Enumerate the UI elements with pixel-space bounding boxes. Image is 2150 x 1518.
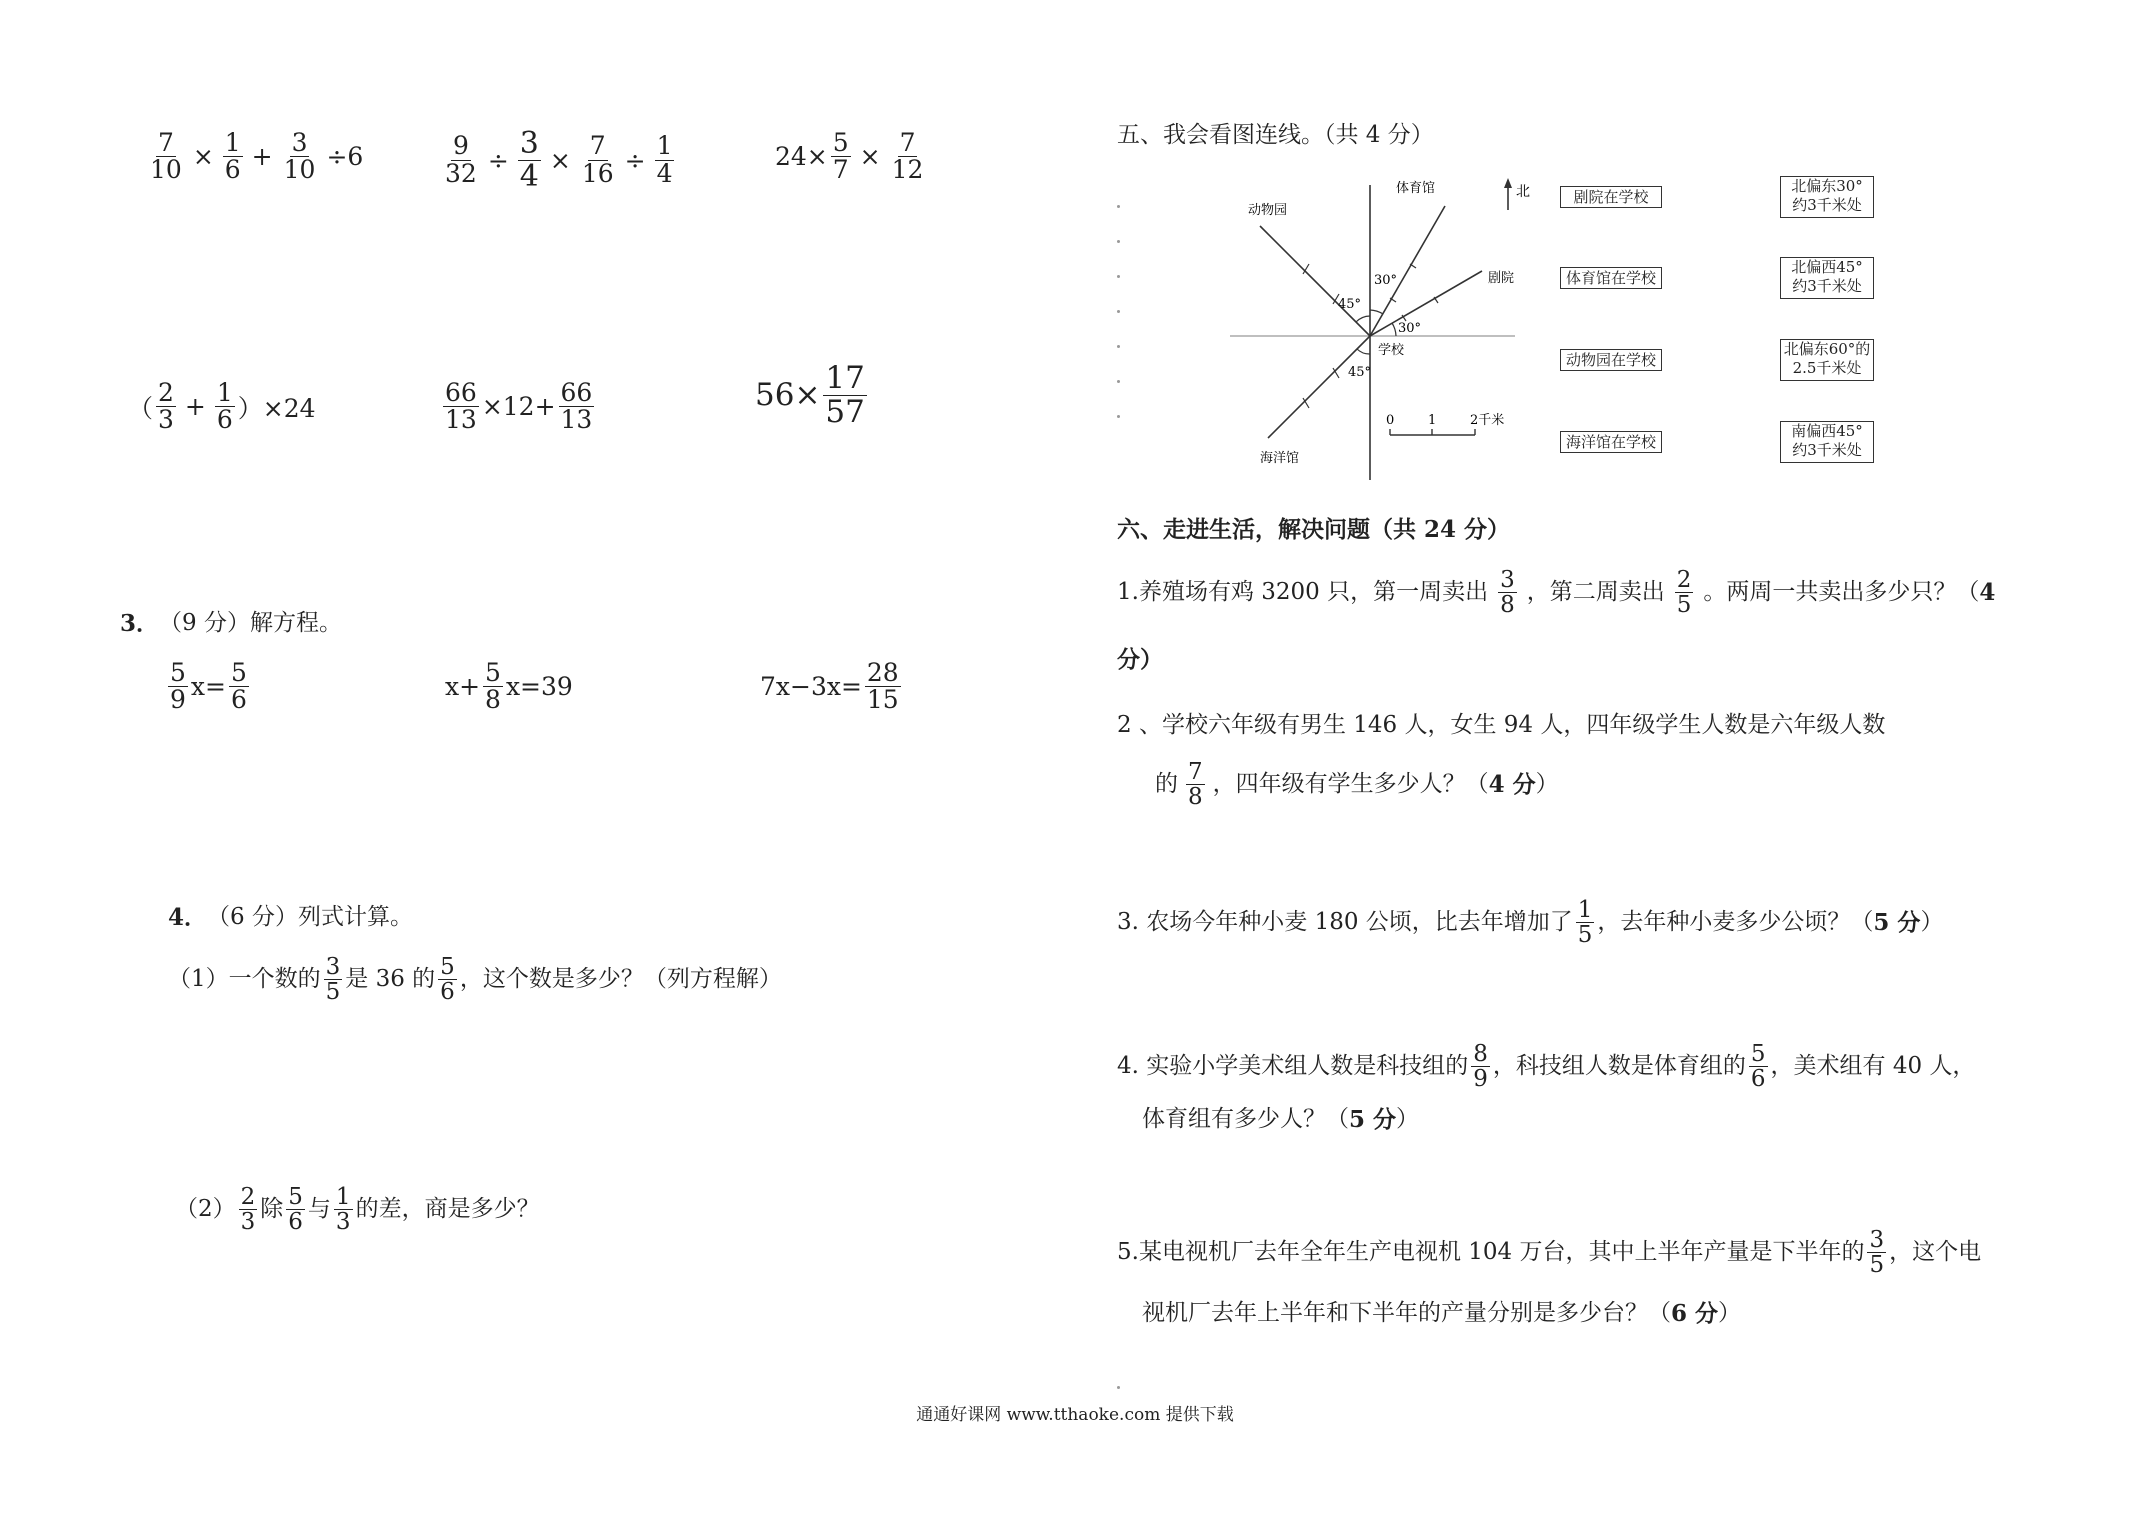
angle-label: 45°: [1348, 365, 1372, 380]
line-to-gym: [1370, 206, 1445, 336]
denominator: 5: [1869, 1252, 1885, 1279]
match-box-right[interactable]: [1780, 421, 1874, 463]
operator: ÷: [487, 145, 509, 175]
question-6-3: [1117, 898, 1943, 947]
match-box-right[interactable]: [1780, 257, 1874, 299]
numerator: 5: [170, 658, 186, 687]
calc-expression-5: [440, 380, 597, 434]
question-text: 体育组有多少人？（: [1142, 1106, 1349, 1132]
operator: ×: [192, 142, 214, 172]
question-text: 的差，商是多少？: [355, 1195, 540, 1222]
numerator: 3: [291, 128, 308, 157]
calc-expression-3: [775, 130, 928, 184]
match-box-right[interactable]: [1780, 176, 1874, 218]
equation-text: x=: [190, 672, 226, 702]
match-box-left[interactable]: 剧院在学校: [1560, 186, 1662, 208]
margin-dot: [1117, 380, 1120, 383]
scale-label: 1: [1428, 413, 1437, 428]
page-footer: 通通好课网 www.tthaoke.com 提供下载: [916, 1405, 1234, 1425]
numerator: 1: [224, 128, 241, 157]
equation-2: [445, 660, 573, 714]
question-text: 3. 农场今年种小麦 180 公顷，比去年增加了: [1117, 908, 1573, 935]
angle-arc: [1370, 310, 1383, 314]
box-line: 约3千米处: [1792, 276, 1862, 295]
question-4-1: [168, 955, 782, 1004]
numerator: 5: [832, 128, 849, 157]
question-text: ）: [1535, 770, 1559, 797]
match-box-left[interactable]: 动物园在学校: [1560, 349, 1662, 371]
box-line: 约3千米处: [1792, 440, 1862, 459]
equation-text: 7x−3x=: [760, 672, 862, 702]
scale-label: 0: [1386, 413, 1395, 428]
denominator: 32: [445, 158, 477, 188]
denominator: 3: [335, 1209, 351, 1236]
match-box-left[interactable]: 海洋馆在学校: [1560, 431, 1662, 453]
denominator: 5: [325, 979, 341, 1006]
question-text: 与: [307, 1195, 331, 1222]
numerator: 1: [1577, 897, 1593, 923]
equation-text: x=39: [505, 672, 573, 702]
calc-expression-4: [128, 380, 316, 434]
denominator: 15: [866, 685, 899, 715]
question-text: ，这个电: [1889, 1238, 1982, 1265]
numerator: 7: [157, 128, 174, 157]
margin-dot: [1117, 345, 1120, 348]
paren-close: ）×24: [237, 393, 316, 423]
north-arrow-head-icon: [1504, 178, 1512, 188]
angle-arc: [1357, 349, 1370, 354]
question-text: ）: [1718, 1300, 1742, 1326]
numerator: 3: [1500, 567, 1515, 593]
angle-arc: [1356, 316, 1370, 322]
angle-label: 45°: [1338, 297, 1362, 312]
angle-label: 30°: [1374, 273, 1398, 288]
numerator: 1: [656, 131, 673, 161]
numerator: 66: [560, 378, 593, 407]
numerator: 8: [1473, 1041, 1488, 1067]
denominator: 13: [445, 405, 477, 435]
question-text: 。两周一共卖出多少只？（: [1703, 578, 1980, 605]
numerator: 2: [158, 378, 174, 407]
question-text: ）: [1920, 908, 1944, 935]
numerator: 9: [452, 131, 469, 161]
denominator: 10: [150, 155, 182, 185]
denominator: 10: [283, 155, 316, 185]
operator: ×: [859, 142, 881, 172]
question-text: ，这个数是多少？（列方程解）: [459, 965, 782, 992]
box-line: 2.5千米处: [1792, 358, 1862, 377]
section-3-heading: [120, 610, 342, 638]
margin-dot: [1117, 310, 1120, 313]
numerator: 17: [825, 360, 865, 396]
denominator: 5: [1577, 922, 1593, 949]
numerator: 1: [216, 378, 233, 407]
section-number: 4．: [168, 904, 208, 931]
box-line: 北偏西45°: [1791, 258, 1863, 276]
question-text: （1）一个数的: [168, 965, 321, 992]
question-text: 5.某电视机厂去年全年生产电视机 104 万台，其中上半年产量是下半年的: [1117, 1238, 1865, 1265]
box-line: 北偏东30°: [1791, 177, 1863, 195]
box-line: 南偏西45°: [1791, 422, 1863, 440]
question-6-5-line1: [1117, 1228, 1981, 1277]
question-text: ，去年种小麦多少公顷？（: [1597, 908, 1874, 935]
section-title: （9 分）解方程。: [159, 610, 342, 636]
denominator: 8: [1188, 784, 1203, 811]
question-text: ）: [1396, 1106, 1420, 1132]
numerator: 5: [230, 658, 247, 687]
operator-mid: ×12+: [481, 392, 556, 422]
zoo-label: 动物园: [1248, 203, 1288, 218]
numerator: 2: [1676, 567, 1692, 593]
numerator: 2: [240, 1184, 256, 1210]
denominator: 8: [1500, 592, 1515, 619]
lead-term: 24×: [775, 142, 828, 172]
north-label: 北: [1516, 184, 1530, 200]
denominator: 6: [230, 685, 247, 715]
question-6-2-line1: 2 、学校六年级有男生 146 人，女生 94 人，四年级学生人数是六年级人数: [1117, 712, 1886, 738]
operator: +: [251, 142, 273, 172]
margin-dot: [1117, 275, 1120, 278]
question-text: 的: [1155, 770, 1178, 797]
line-to-zoo: [1260, 226, 1370, 336]
angle-label: 30°: [1398, 321, 1422, 336]
school-label: 学校: [1378, 343, 1405, 358]
calc-expression-6: [755, 362, 870, 428]
operator-tail: ÷6: [326, 142, 364, 172]
question-text: ，科技组人数是体育组的: [1492, 1052, 1746, 1079]
denominator: 5: [1676, 592, 1692, 619]
question-text: ，四年级有学生多少人？（: [1212, 770, 1489, 797]
margin-dot: [1117, 1386, 1120, 1389]
denominator: 9: [1473, 1066, 1488, 1093]
points: 4: [1979, 578, 1996, 606]
denominator: 57: [825, 393, 865, 430]
margin-dot: [1117, 205, 1120, 208]
numerator: 7: [899, 128, 916, 157]
match-box-right[interactable]: [1780, 339, 1874, 381]
section-title: （6 分）列式计算。: [207, 904, 413, 930]
margin-dot: [1117, 415, 1120, 418]
section-5-title: 五、我会看图连线。（共 4 分）: [1117, 122, 1434, 148]
denominator: 4: [519, 158, 539, 194]
denominator: 6: [288, 1209, 303, 1236]
denominator: 7: [832, 155, 849, 185]
box-line: 北偏东60°的: [1783, 340, 1871, 358]
numerator: 3: [325, 954, 341, 980]
numerator: 5: [485, 658, 501, 687]
denominator: 6: [1750, 1066, 1766, 1093]
denominator: 6: [224, 155, 241, 185]
numerator: 5: [1750, 1041, 1766, 1067]
operator: +: [184, 392, 206, 422]
numerator: 28: [866, 658, 899, 687]
points: 5 分: [1873, 908, 1921, 936]
question-text: ，第二周卖出: [1526, 578, 1665, 605]
numerator: 5: [288, 1184, 303, 1210]
section-6-title: 六、走进生活，解决问题（共 24 分）: [1117, 516, 1511, 543]
question-6-1: [1117, 568, 1995, 617]
denominator: 9: [170, 685, 186, 715]
calc-expression-1: [145, 130, 369, 184]
question-text: 4. 实验小学美术组人数是科技组的: [1117, 1052, 1469, 1079]
points: 6 分: [1671, 1300, 1719, 1327]
question-text: （2）: [175, 1195, 236, 1222]
numerator: 1: [335, 1184, 351, 1210]
points: 5 分: [1349, 1106, 1397, 1133]
denominator: 4: [656, 158, 673, 188]
line-to-ocean: [1268, 336, 1370, 438]
paren-open: （: [128, 393, 154, 423]
question-6-5-line2: [1142, 1300, 1741, 1328]
match-box-left[interactable]: 体育馆在学校: [1560, 267, 1662, 289]
ocean-label: 海洋馆: [1260, 451, 1300, 466]
numerator: 7: [589, 131, 606, 161]
numerator: 3: [1869, 1227, 1885, 1253]
numerator: 5: [440, 954, 455, 980]
question-6-2-line2: [1155, 760, 1559, 809]
angle-arc: [1392, 323, 1396, 336]
box-line: 约3千米处: [1792, 195, 1862, 214]
denominator: 6: [440, 979, 455, 1006]
question-text: 是 36 的: [345, 965, 436, 992]
question-6-4-line2: [1142, 1106, 1419, 1134]
points: 4 分: [1488, 770, 1536, 798]
gym-label: 体育馆: [1396, 181, 1436, 196]
question-4-2: [175, 1185, 540, 1234]
section-number: 3．: [120, 610, 160, 637]
question-text: 视机厂去年上半年和下半年的产量分别是多少台？（: [1142, 1300, 1671, 1326]
question-text: 1.养殖场有鸡 3200 只，第一周卖出: [1117, 578, 1489, 605]
question-6-4-line1: [1117, 1042, 1975, 1091]
question-6-1-points: 分）: [1117, 646, 1163, 673]
denominator: 3: [240, 1209, 256, 1236]
numerator: 7: [1188, 759, 1203, 785]
denominator: 16: [581, 158, 614, 188]
denominator: 13: [560, 405, 593, 435]
theater-label: 剧院: [1488, 271, 1515, 286]
calc-expression-2: [440, 128, 677, 192]
lead-term: 56×: [755, 377, 821, 414]
denominator: 12: [891, 155, 924, 185]
operator: ÷: [624, 145, 646, 175]
question-text: 除: [260, 1195, 284, 1222]
equation-text: x+: [445, 672, 481, 702]
numerator: 3: [519, 126, 539, 161]
section-4-heading: [168, 904, 413, 932]
operator: ×: [549, 145, 571, 175]
denominator: 3: [158, 405, 174, 435]
denominator: 8: [485, 685, 501, 715]
question-text: ，美术组有 40 人，: [1770, 1052, 1976, 1079]
numerator: 66: [445, 378, 477, 407]
equation-3: [760, 660, 904, 714]
equation-1: [165, 660, 252, 714]
scale-label: 2千米: [1470, 413, 1505, 428]
direction-map: [1220, 170, 1540, 490]
margin-dot: [1117, 240, 1120, 243]
denominator: 6: [216, 405, 233, 435]
